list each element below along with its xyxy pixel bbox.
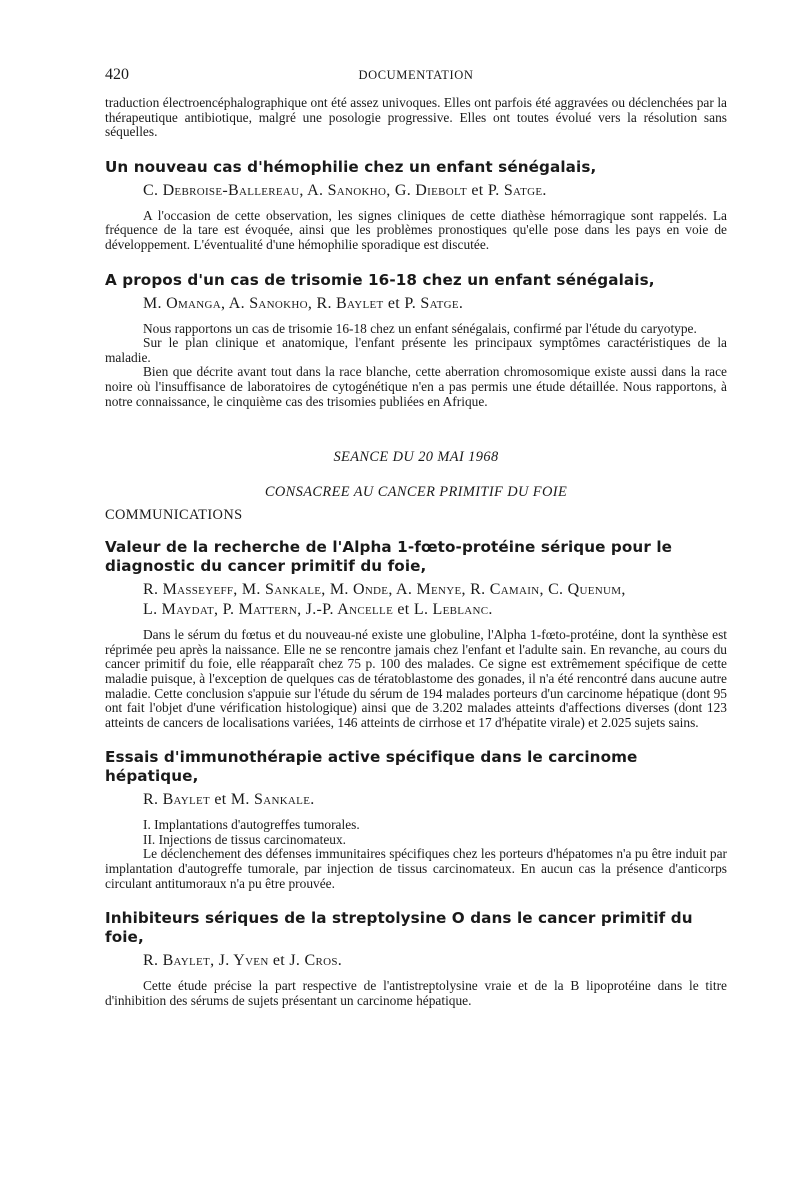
article-1-body: A l'occasion de cette observation, les signes cliniques de cette diathèse hémorragique sont rappelés. La fréquence de la tare est évoquée, ainsi que les problèmes pronostiques qu'elle pose dans les pays en voie de développement. L'éventualité d'une hémophilie sporadique est discutée. [105, 207, 727, 252]
document-page [105, 66, 727, 1008]
running-header [105, 66, 727, 88]
section-heading: COMMUNICATIONS [105, 507, 243, 524]
article-3-and: et [397, 601, 410, 619]
article-1-authors [143, 181, 727, 201]
session-date: SEANCE DU 20 MAI 1968 [333, 449, 499, 466]
article-2-paragraph-3: Bien que décrite avant tout dans la race blanche, cette aberration chromosomique existe aussi dans la race noire où l'insuffisance de laboratoires de cytogénétique n'en a pas permis une étude détaillée. Nous rapportons, à notre connaissance, le cinquième cas des trisomies publiées en Afrique. [105, 364, 727, 409]
article-3-authors-line-2a: L. Maydat, P. Mattern, J.-P. Ancelle [143, 601, 394, 619]
article-2-paragraph-1: Nous rapportons un cas de trisomie 16-18 chez un enfant sénégalais, confirmé par l'étude du caryotype. [143, 320, 697, 336]
page-number: 420 [105, 66, 129, 83]
article-1-and: et [471, 181, 484, 199]
article-4-item-2: II. Injections de tissus carcinomateux. [143, 831, 347, 847]
article-2-authors-a: M. Omanga, A. Sanokho, R. Baylet [143, 294, 384, 312]
article-4-authors-a: R. Baylet [143, 791, 211, 809]
running-title: DOCUMENTATION [358, 68, 474, 82]
article-1-authors-b: P. Satge. [487, 181, 547, 199]
article-3-authors [143, 580, 727, 620]
article-4-body: Le déclenchement des défenses immunitaires spécifiques chez les porteurs d'hépatomes n'a pu être induit par implantation d'autogreffe tumorale, par injection de tissus carcinomateux. En aucun cas la présence d'anticorps circulant antitumoraux n'a pu être prouvée. [105, 846, 727, 891]
article-3-authors-line-2b: L. Leblanc. [413, 601, 493, 619]
article-4-authors-b: M. Sankale. [230, 791, 315, 809]
article-5-authors-a: R. Baylet, J. Yven [143, 952, 269, 970]
intro-paragraph: traduction électroencéphalographique ont été assez univoques. Elles ont parfois été aggravées ou déclenchées par la thérapeutique antibiotique, malgré une posologie progressive. Elles ont toutes évolué vers la résolution sans séquelles. [105, 95, 727, 140]
article-1-authors-a: C. Debroise-Ballereau, A. Sanokho, G. Diebolt [143, 181, 468, 199]
session-subtitle: CONSACREE AU CANCER PRIMITIF DU FOIE [264, 484, 568, 501]
article-3-body: Dans le sérum du fœtus et du nouveau-né existe une globuline, l'Alpha 1-fœto-protéine, dont la synthèse est réprimée peu après la naissance. Elle ne se rencontre jamais chez l'enfant et l'adulte sain. En revanche, au cours du cancer primitif du foie, elle réapparaît chez 75 p. 100 des malades. Ce signe est extrêmement spécifique de cette maladie puisque, à l'exception de quelques cas de tératoblastome des gonades, il n'a été rencontré dans aucune autre maladie. Cette conclusion s'appuie sur l'étude du sérum de 194 malades porteurs d'un carcinome hépatique (dont 95 ont fait l'objet d'une vérification histologique) ainsi que de 3.202 malades atteints d'affections diverses (dont 123 atteints de cancers de localisations variées, 146 atteints de cirrhose et 17 d'hépatite virale) et 2.025 sujets sains. [105, 627, 727, 730]
article-5-body: Cette étude précise la part respective de l'antistreptolysine vraie et de la B lipoprotéine dans le titre d'inhibition des sérums de sujets présentant un carcinome hépatique. [105, 978, 727, 1008]
article-2-authors [143, 294, 727, 314]
article-2-paragraph-2: Sur le plan clinique et anatomique, l'enfant présente les principaux symptômes caractéristiques de la maladie. [105, 335, 727, 365]
article-1-title: Un nouveau cas d'hémophilie chez un enfant sénégalais, [105, 157, 597, 176]
article-3-title: Valeur de la recherche de l'Alpha 1-fœto-protéine sérique pour le diagnostic du cancer primitif du foie, [105, 538, 673, 576]
article-5-authors-b: J. Cros. [289, 952, 343, 970]
article-5-and: et [272, 952, 286, 970]
article-5-title: Inhibiteurs sériques de la streptolysine O dans le cancer primitif du foie, [105, 909, 693, 947]
article-2-and: et [387, 294, 401, 312]
article-3-authors-line-2 [143, 600, 727, 620]
article-3-authors-line-1: R. Masseyeff, M. Sankale, M. Onde, A. Menye, R. Camain, C. Quenum, [143, 581, 626, 599]
article-4-authors [143, 790, 727, 810]
article-2-title: A propos d'un cas de trisomie 16-18 chez un enfant sénégalais, [105, 270, 655, 289]
article-4-and: et [214, 791, 227, 809]
article-2-authors-b: P. Satge. [404, 294, 464, 312]
article-4-title: Essais d'immunothérapie active spécifique dans le carcinome hépatique, [105, 748, 638, 786]
article-4-item-1: I. Implantations d'autogreffes tumorales. [143, 817, 360, 833]
article-5-authors [143, 951, 727, 971]
